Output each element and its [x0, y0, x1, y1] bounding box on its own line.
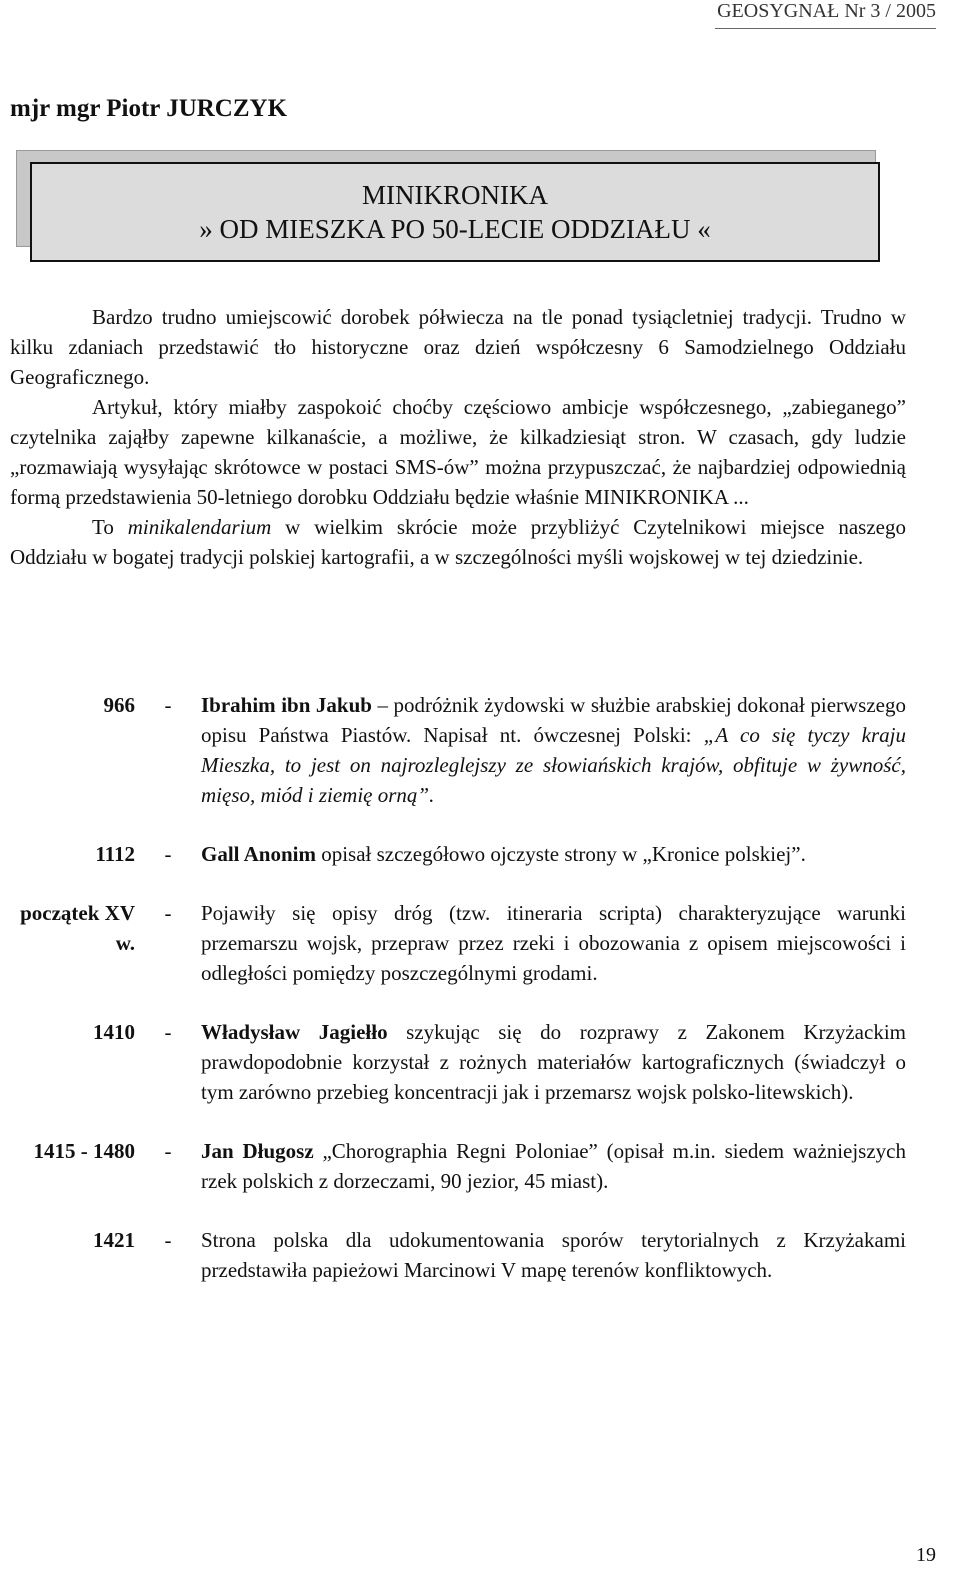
entry-year: 966	[103, 693, 135, 717]
entry-text: opisał szczegółowo ojczyste strony w „Kronice polskiej”.	[315, 842, 806, 866]
entry-text: – podróżnik żydowski w służbie arabskiej dokonał pierwszego opisu Państwa Piastów. Napisał nt. ówczesnej Polski:	[201, 693, 906, 747]
intro-paragraph-3	[10, 512, 906, 572]
timeline-entry	[0, 1017, 960, 1107]
entry-dash: -	[164, 901, 172, 925]
entry-year: początek XV w.	[20, 901, 135, 955]
entry-description	[201, 1136, 906, 1196]
entry-text: szykując się do rozprawy z Zakonem Krzyżackim prawdopodobnie korzystał z rożnych materiałów kartograficznych (świadczył o tym zarówno przebieg koncentracji jak i przemarsz wojsk polsko-litewskich).	[201, 1020, 906, 1104]
journal-issue: GEOSYGNAŁ Nr 3 / 2005	[717, 0, 936, 22]
header-rule	[715, 28, 936, 29]
timeline-entry	[0, 1136, 960, 1196]
intro-paragraph-2: Artykuł, który miałby zaspokoić choćby częściowo ambicje współczesnego, „zabieganego” czytelnika zająłby zapewne kilkanaście, a możliwe, że kilkadziesiąt stron. W czasach, gdy ludzie „rozmawiają wysyłając skrótowce w postaci SMS-ów” można przypuszczać, że najbardziej odpowiednią formą przedstawienia 50-letniego dorobku Oddziału będzie właśnie MINIKRONIKA ...	[10, 395, 906, 509]
timeline-entry	[0, 1225, 960, 1285]
entry-name: Władysław Jagiełło	[201, 1020, 388, 1044]
intro-p3-italic: minikalendarium	[127, 515, 272, 539]
timeline-entry	[0, 898, 960, 988]
entry-description	[201, 690, 906, 810]
intro-p3-start: To	[92, 515, 128, 539]
entry-description	[201, 898, 906, 988]
running-header	[717, 0, 936, 23]
timeline-entry	[0, 690, 960, 810]
entry-name: Ibrahim ibn Jakub	[201, 693, 372, 717]
entry-description	[201, 839, 906, 869]
timeline	[0, 690, 960, 1314]
title-box	[30, 162, 880, 262]
entry-text: Pojawiły się opisy dróg (tzw. itineraria scripta) charakteryzujące warunki przemarszu wojsk, przepraw przez rzeki i obozowania z opisem miejscowości i odległości pomiędzy poszczególnymi grodami.	[201, 901, 906, 985]
intro-p3-end: w wielkim skrócie może przybliżyć Czytelnikowi miejsce naszego Oddziału w bogatej tradycji polskiej kartografii, a w szczególności myśli wojskowej w tej dziedzinie.	[10, 515, 906, 569]
author-name: mjr mgr Piotr JURCZYK	[10, 95, 288, 122]
entry-name: Jan Długosz	[201, 1139, 314, 1163]
entry-name: Gall Anonim	[201, 842, 316, 866]
title-line-1: MINIKRONIKA	[362, 180, 548, 210]
entry-dash: -	[164, 1139, 172, 1163]
entry-year: 1415 - 1480	[33, 1139, 135, 1163]
entry-dash: -	[164, 1020, 172, 1044]
entry-year: 1410	[93, 1020, 135, 1044]
timeline-entry	[0, 839, 960, 869]
entry-dash: -	[164, 693, 172, 717]
entry-quote: „A co się tyczy kraju Mieszka, to jest on najrozleglejszy ze słowiańskich krajów, obfituje w żywność, mięso, miód i ziemię orną”.	[201, 723, 906, 807]
entry-dash: -	[164, 1228, 172, 1252]
page-number: 19	[916, 1544, 936, 1566]
entry-dash: -	[164, 842, 172, 866]
entry-description	[201, 1017, 906, 1107]
intro-paragraph-1: Bardzo trudno umiejscowić dorobek półwiecza na tle ponad tysiącletniej tradycji. Trudno w kilku zdaniach przedstawić tło historyczne oraz dzień współczesny 6 Samodzielnego Oddziału Geograficznego.	[10, 305, 906, 389]
entry-year: 1421	[93, 1228, 135, 1252]
entry-text: „Chorographia Regni Poloniae” (opisał m.in. siedem ważniejszych rzek polskich z dorzeczami, 90 jezior, 45 miast).	[201, 1139, 906, 1193]
entry-year: 1112	[95, 842, 135, 866]
title-line-2: » OD MIESZKA PO 50-LECIE ODDZIAŁU «	[199, 214, 711, 244]
entry-text: Strona polska dla udokumentowania sporów terytorialnych z Krzyżakami przedstawiła papieżowi Marcinowi V mapę terenów konfliktowych.	[201, 1228, 906, 1282]
intro-section	[10, 302, 906, 572]
entry-description	[201, 1225, 906, 1285]
